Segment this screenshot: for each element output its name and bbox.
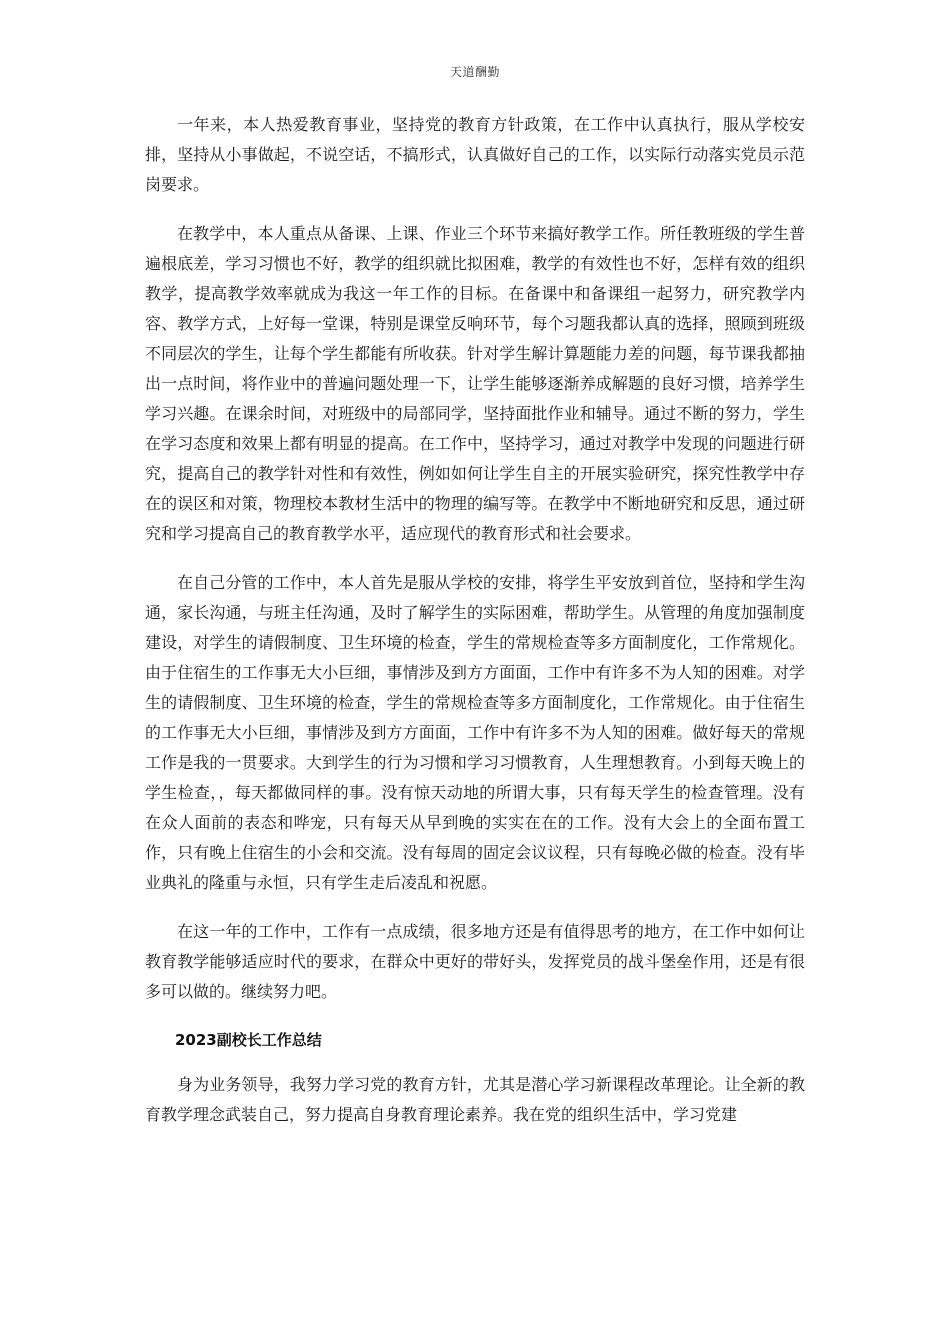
document-body (145, 110, 805, 1149)
paragraph-management: 在自己分管的工作中，本人首先是服从学校的安排，将学生平安放到首位，坚持和学生沟通，家长沟通，与班主任沟通，及时了解学生的实际困难，帮助学生。从管理的角度加强制度建设，对学生的请假制度、卫生环境的检查，学生的常规检查等多方面制度化，工作常规化。由于住宿生的工作事无大小巨细，事情涉及到方方面面，工作中有许多不为人知的困难。对学生的请假制度、卫生环境的检查，学生的常规检查等多方面制度化，工作常规化。由于住宿生的工作事无大小巨细，事情涉及到方方面面，工作中有许多不为人知的困难。做好每天的常规工作是我的一贯要求。大到学生的行为习惯和学习习惯教育，人生理想教育。小到每天晚上的学生检查，，每天都做同样的事。没有惊天动地的所谓大事，只有每天学生的检查管理。没有在众人面前的表态和哗宠，只有每天从早到晚的实实在在的工作。没有大会上的全面布置工作，只有晚上住宿生的小会和交流。没有每周的固定会议议程，只有每晚必做的检查。没有毕业典礼的隆重与永恒，只有学生走后凌乱和祝愿。 (145, 573, 805, 892)
paragraph-conclusion: 在这一年的工作中，工作有一点成绩，很多地方还是有值得思考的地方，在工作中如何让教育教学能够适应时代的要求，在群众中更好的带好头，发挥党员的战斗堡垒作用，还是有很多可以做的。继续努力吧。 (145, 922, 805, 1001)
paragraph-intro: 一年来，本人热爱教育事业，坚持党的教育方针政策，在工作中认真执行，服从学校安排，坚持从小事做起，不说空话，不搞形式，认真做好自己的工作，以实际行动落实党员示范岗要求。 (145, 115, 805, 194)
paragraph-section-body: 身为业务领导，我努力学习党的教育方针，尤其是潜心学习新课程改革理论。让全新的教育教学理念武装自己，努力提高自身教育理论素养。我在党的组织生活中，学习党建 (145, 1075, 805, 1124)
paragraph-teaching: 在教学中，本人重点从备课、上课、作业三个环节来搞好教学工作。所任教班级的学生普遍根底差，学习习惯也不好，教学的组织就比拟困难，教学的有效性也不好，怎样有效的组织教学，提高教学效率就成为我这一年工作的目标。在备课中和备课组一起努力，研究教学内容、教学方式，上好每一堂课，特别是课堂反响环节，每个习题我都认真的选择，照顾到班级不同层次的学生，让每个学生都能有所收获。针对学生解计算题能力差的问题，每节课我都抽出一点时间，将作业中的普遍问题处理一下，让学生能够逐渐养成解题的良好习惯，培养学生学习兴趣。在课余时间，对班级中的局部同学，坚持面批作业和辅导。通过不断的努力，学生在学习态度和效果上都有明显的提高。在工作中，坚持学习，通过对教学中发现的问题进行研究，提高自己的教学针对性和有效性，例如如何让学生自主的开展实验研究，探究性教学中存在的误区和对策，物理校本教材生活中的物理的编写等。在教学中不断地研究和反思，通过研究和学习提高自己的教育教学水平，适应现代的教育形式和社会要求。 (145, 224, 805, 543)
section-title: 2023副校长工作总结 (175, 1031, 322, 1049)
page-header: 天道酬勤 (449, 65, 500, 79)
